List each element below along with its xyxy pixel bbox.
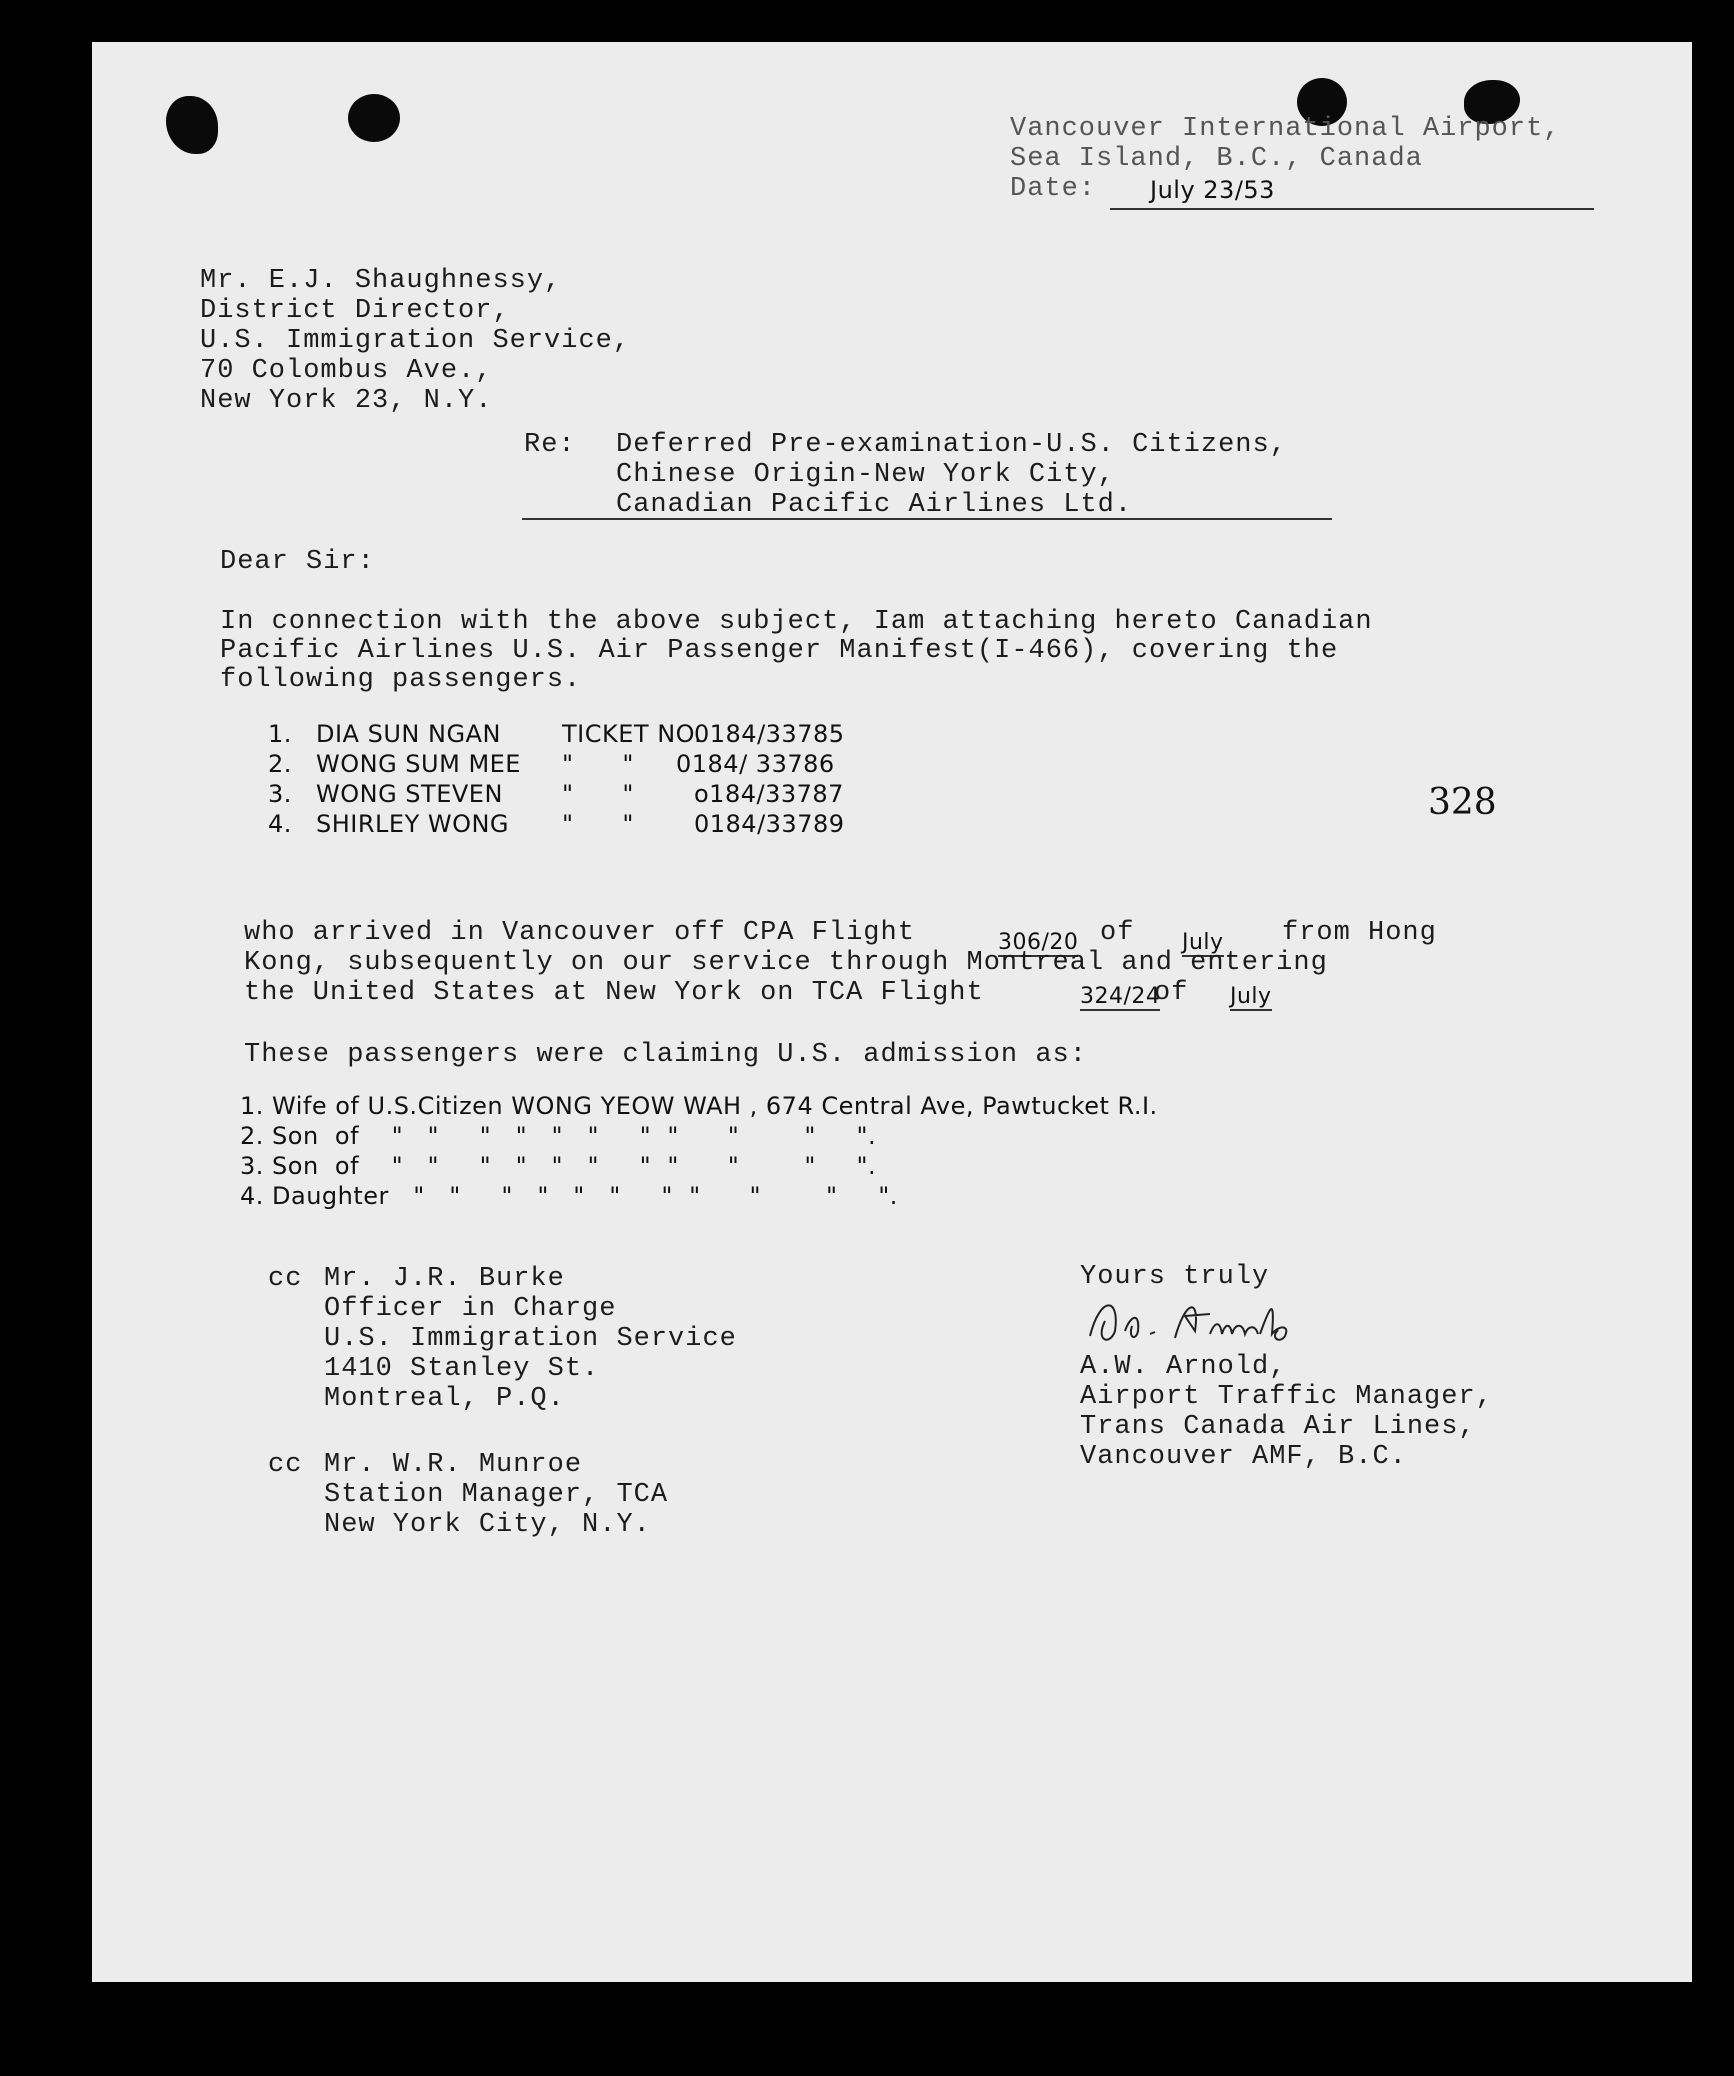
arrival-line-2: Kong, subsequently on our service through Montreal and entering — [244, 948, 1328, 978]
month-1: July — [1182, 930, 1224, 955]
cc-line: Station Manager, TCA — [324, 1480, 669, 1510]
subject-line: Canadian Pacific Airlines Ltd. — [616, 490, 1133, 520]
signature — [1080, 1286, 1380, 1356]
ticket-number: 0184/ 33786 — [676, 750, 835, 778]
passenger-name: SHIRLEY WONG — [316, 810, 510, 838]
subject-underline — [522, 518, 1332, 520]
subject-line: Chinese Origin-New York City, — [616, 460, 1115, 490]
ticket-label: " " — [562, 750, 634, 778]
arrival-line-1b: of — [1100, 918, 1135, 948]
cc-line: Montreal, P.Q. — [324, 1384, 565, 1414]
passenger-number: 2. — [268, 750, 292, 778]
cc-line: U.S. Immigration Service — [324, 1324, 737, 1354]
claim-line: 3. Son of " " " " " " " " " " ". — [240, 1152, 877, 1180]
cc-line: Mr. J.R. Burke — [324, 1264, 565, 1294]
claims-intro: These passengers were claiming U.S. admission as: — [244, 1040, 1087, 1070]
signatory-line: Trans Canada Air Lines, — [1080, 1412, 1476, 1442]
cc-prefix: cc — [268, 1264, 303, 1294]
cc-line: Mr. W.R. Munroe — [324, 1450, 583, 1480]
letterhead-line-2: Sea Island, B.C., Canada — [1010, 144, 1423, 174]
ticket-number: 0184/33785 — [694, 720, 845, 748]
claim-line: 4. Daughter " " " " " " " " " " ". — [240, 1182, 898, 1210]
addressee-line: Mr. E.J. Shaughnessy, — [200, 266, 562, 296]
arrival-line-3b: of — [1154, 978, 1189, 1008]
passenger-name: WONG SUM MEE — [316, 750, 521, 778]
signatory-line: Airport Traffic Manager, — [1080, 1382, 1493, 1412]
cc-line: Officer in Charge — [324, 1294, 617, 1324]
passenger-number: 4. — [268, 810, 292, 838]
letter-page — [92, 42, 1692, 1982]
intro-line: following passengers. — [220, 665, 582, 695]
passenger-name: DIA SUN NGAN — [316, 720, 501, 748]
subject-label: Re: — [524, 430, 576, 460]
passenger-number: 1. — [268, 720, 292, 748]
cc-line: New York City, N.Y. — [324, 1510, 651, 1540]
letterhead-line-1: Vancouver International Airport, — [1010, 114, 1561, 144]
addressee-line: New York 23, N.Y. — [200, 386, 493, 416]
valediction: Yours truly — [1080, 1262, 1270, 1292]
arrival-line-1a: who arrived in Vancouver off CPA Flight — [244, 918, 915, 948]
ticket-label: " " — [562, 780, 634, 808]
cc-line: 1410 Stanley St. — [324, 1354, 600, 1384]
cc-prefix: cc — [268, 1450, 303, 1480]
flight-1: 306/20 — [998, 930, 1079, 955]
arrival-line-3a: the United States at New York on TCA Flight — [244, 978, 984, 1008]
punch-hole — [166, 96, 218, 154]
passenger-number: 3. — [268, 780, 292, 808]
date-label: Date: — [1010, 174, 1097, 204]
salutation: Dear Sir: — [220, 547, 375, 577]
intro-line: In connection with the above subject, Iam attaching hereto Canadian — [220, 607, 1373, 637]
claim-line: 1. Wife of U.S.Citizen WONG YEOW WAH , 674 Central Ave, Pawtucket R.I. — [240, 1092, 1158, 1120]
ticket-number: 0184/33789 — [694, 810, 845, 838]
flight-2: 324/24 — [1080, 984, 1161, 1009]
passenger-name: WONG STEVEN — [316, 780, 503, 808]
date-underline — [1110, 208, 1594, 210]
signatory-line: Vancouver AMF, B.C. — [1080, 1442, 1407, 1472]
ticket-label: TICKET NO. — [562, 720, 703, 748]
letter-date: July 23/53 — [1150, 176, 1275, 204]
ticket-number: o184/33787 — [694, 780, 844, 808]
claim-line: 2. Son of " " " " " " " " " " ". — [240, 1122, 877, 1150]
ticket-label: " " — [562, 810, 634, 838]
arrival-line-1c: from Hong — [1282, 918, 1437, 948]
addressee-line: 70 Colombus Ave., — [200, 356, 493, 386]
intro-line: Pacific Airlines U.S. Air Passenger Manifest(I-466), covering the — [220, 636, 1339, 666]
month-2: July — [1230, 984, 1272, 1009]
punch-hole — [348, 94, 400, 142]
addressee-line: U.S. Immigration Service, — [200, 326, 631, 356]
subject-line: Deferred Pre-examination-U.S. Citizens, — [616, 430, 1287, 460]
addressee-line: District Director, — [200, 296, 510, 326]
signatory-line: A.W. Arnold, — [1080, 1352, 1287, 1382]
page-number: 328 — [1428, 782, 1497, 823]
